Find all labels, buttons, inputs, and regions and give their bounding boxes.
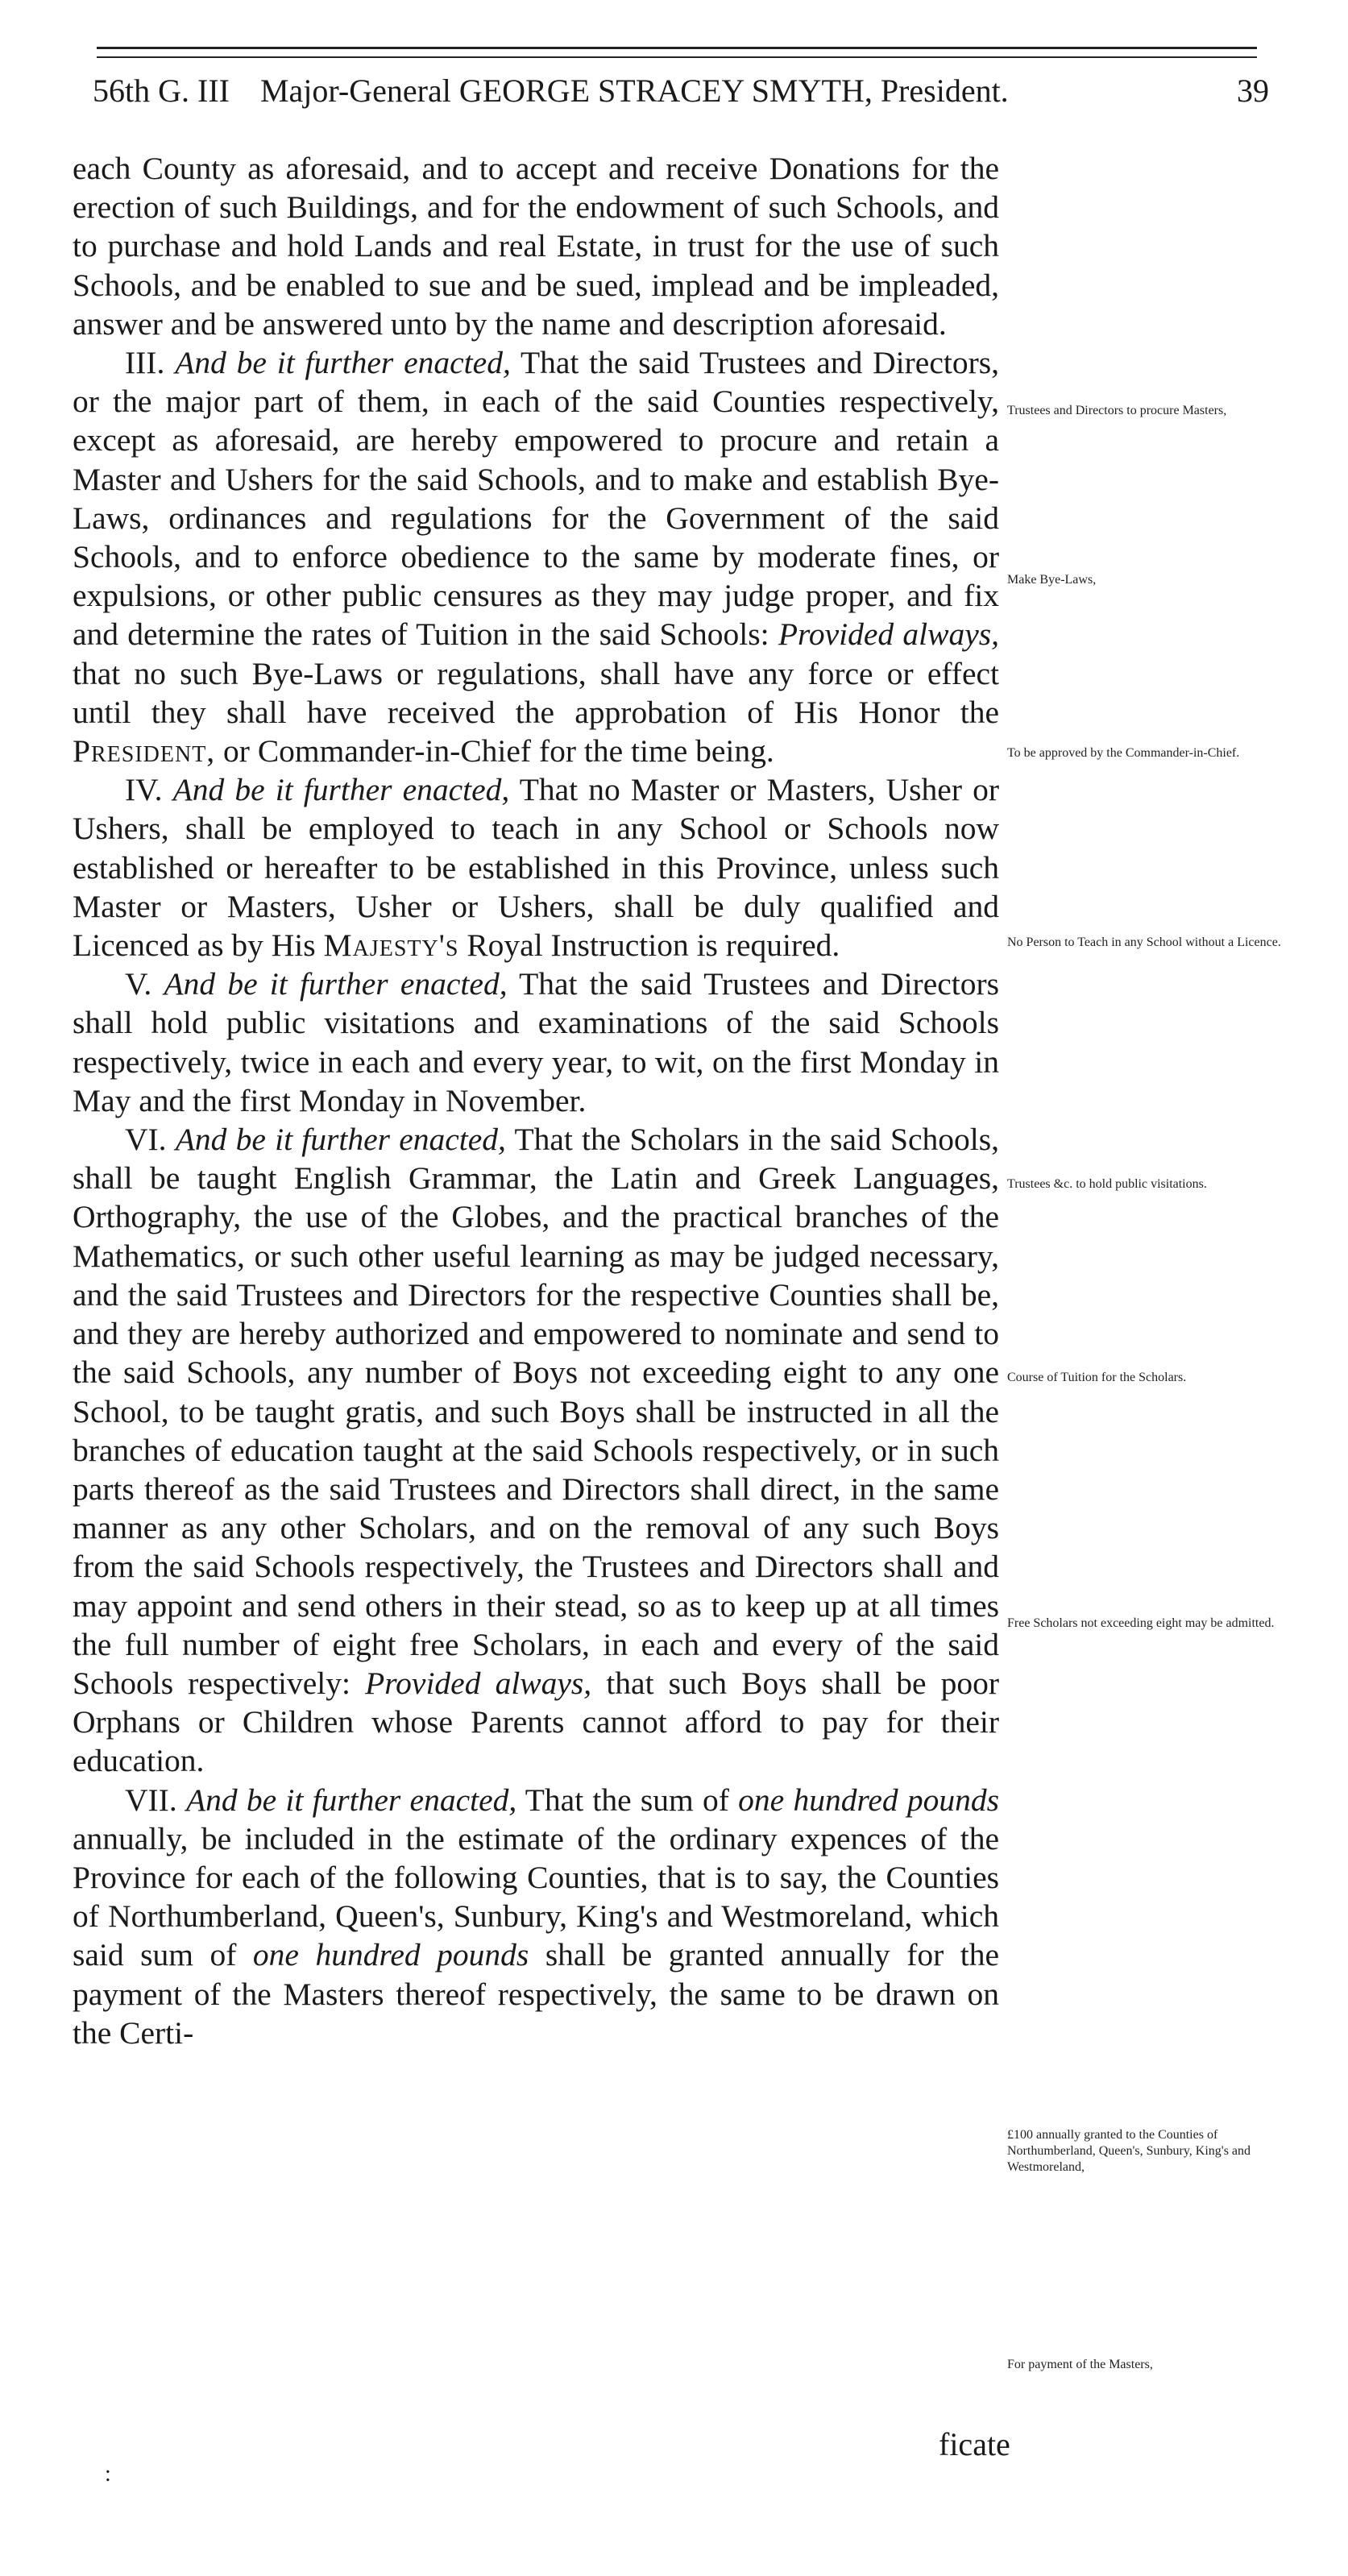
sum-amount: one hundred pounds xyxy=(252,1937,529,1973)
section-text: That no Master or Masters, Usher or Ushers, shall be employed to teach in any School or Schools now established or hereafter to be established in this Province, unless such Master or Masters, Usher or Ushers, shall be duly qualified and Licenced as by His xyxy=(73,772,999,964)
section-5 xyxy=(73,964,999,1120)
enacting-clause: And be it further enacted, xyxy=(164,966,508,1002)
section-text: That the sum of xyxy=(525,1782,729,1818)
running-header xyxy=(93,71,1301,111)
enacting-clause: And be it further enacted, xyxy=(175,345,511,381)
section-text: or Commander-in-Chief for the time being. xyxy=(223,733,774,769)
section-text: shall be granted annually for the payment of the Masters thereof respectively, the same to be drawn on the Certi- xyxy=(73,1937,1000,2051)
margin-note: No Person to Teach in any School without a Licence. xyxy=(1007,935,1281,949)
section-text: annually, be included in the estimate of the ordinary expences of the Province for each of the following Counties, that is to say, the Counties of Northumberland, Queen's, Sunbury, King's and Westmoreland, which said sum of xyxy=(73,1820,999,1973)
header-rule-bottom xyxy=(97,56,1257,58)
section-text: Royal Instruction is required. xyxy=(467,927,840,964)
section-4 xyxy=(73,770,999,964)
session-label: 56th G. III xyxy=(93,73,230,109)
page-number: 39 xyxy=(1237,73,1269,109)
section-3 xyxy=(73,343,999,770)
section-text: that such Boys shall be poor Orphans or Children whose Parents cannot afford to pay for their education. xyxy=(73,1665,1000,1779)
margin-note: Trustees and Directors to procure Masters, xyxy=(1007,404,1227,417)
margin-note: Make Bye-Laws, xyxy=(1007,573,1097,587)
margin-note: Course of Tuition for the Scholars. xyxy=(1007,1371,1187,1384)
section-numeral: V. xyxy=(125,966,152,1002)
enacting-clause: And be it further enacted, xyxy=(175,1122,506,1158)
stray-mark: : xyxy=(105,2462,111,2487)
section-text: That the Scholars in the said Schools, shall be taught English Grammar, the Latin and Greek Languages, Orthography, the use of the Globes, and the practical branches of the Mathematics, or such other useful learning as may be judged necessary, and the said Trustees and Directors for the respective Counties shall be, and they are hereby authorized and empowered to nominate and send to the said Schools, any number of Boys not exceeding eight to any one School, to be taught gratis, and such Boys shall be instructed in all the branches of education taught at the said Schools respectively, or in such parts thereof as the said Trustees and Directors shall direct, in the same manner as any other Scholars, and on the removal of any such Boys from the said Schools respectively, the Trustees and Directors shall and may appoint and send others in their stead, so as to keep up at all times the full number of eight free Scholars, in each and every of the said Schools respectively: xyxy=(73,1122,1000,1701)
margin-note: To be approved by the Commander-in-Chief. xyxy=(1007,746,1240,760)
margin-note: Trustees &c. to hold public visitations. xyxy=(1007,1177,1207,1191)
section-numeral: VII. xyxy=(125,1782,177,1818)
president-smallcaps: President, xyxy=(73,733,216,769)
opening-paragraph: each County as aforesaid, and to accept and receive Donations for the erection of such Buildings, and for the endowment of such Schools, and to purchase and hold Lands and real Estate, in trust for the use of such Schools, and be enabled to sue and be sued, implead and be impleaded, answer and be answered unto by the name and description aforesaid. xyxy=(73,151,999,342)
section-text: that no such Bye-Laws or regulations, shall have any force or effect until they shall have received the approbation of His Honor the xyxy=(73,655,999,730)
section-text: That the said Trustees and Directors, or the major part of them, in each of the said Counties respectively, except as aforesaid, are hereby empowered to procure and retain a Master and Ushers for the said Schools, and to make and establish Bye-Laws, ordinances and regulations for the Government of the said Schools, and to enforce obedience to the same by moderate fines, or expulsions, or other public censures as they may judge proper, and fix and determine the rates of Tuition in the said Schools: xyxy=(73,345,999,653)
section-numeral: IV. xyxy=(125,772,163,808)
sum-amount: one hundred pounds xyxy=(738,1782,1000,1818)
enacting-clause: And be it further enacted, xyxy=(172,772,510,808)
statute-text xyxy=(73,149,999,2052)
enacting-clause: And be it further enacted, xyxy=(185,1782,517,1818)
section-numeral: VI. xyxy=(125,1122,167,1158)
margin-note: £100 annually granted to the Counties of Northumberland, Queen's, Sunbury, King's and Westmoreland, xyxy=(1007,2128,1251,2174)
header-rule-top xyxy=(97,47,1257,49)
section-numeral: III. xyxy=(125,345,165,381)
proviso: Provided always, xyxy=(365,1665,592,1701)
section-7 xyxy=(73,1781,999,2052)
majesty-smallcaps: Majesty's xyxy=(323,927,459,964)
header-title: Major-General GEORGE STRACEY SMYTH, President. xyxy=(259,73,1009,109)
section-6 xyxy=(73,1120,999,1780)
proviso: Provided always, xyxy=(778,616,1000,653)
margin-note: For payment of the Masters, xyxy=(1007,2358,1153,2371)
section-text: That the said Trustees and Directors shall hold public visitations and examinations of the said Schools respectively, twice in each and every year, to wit, on the first Monday in May and the first Monday in November. xyxy=(73,966,1000,1118)
margin-note: Free Scholars not exceeding eight may be admitted. xyxy=(1007,1616,1275,1630)
catchword: ficate xyxy=(939,2426,1010,2462)
